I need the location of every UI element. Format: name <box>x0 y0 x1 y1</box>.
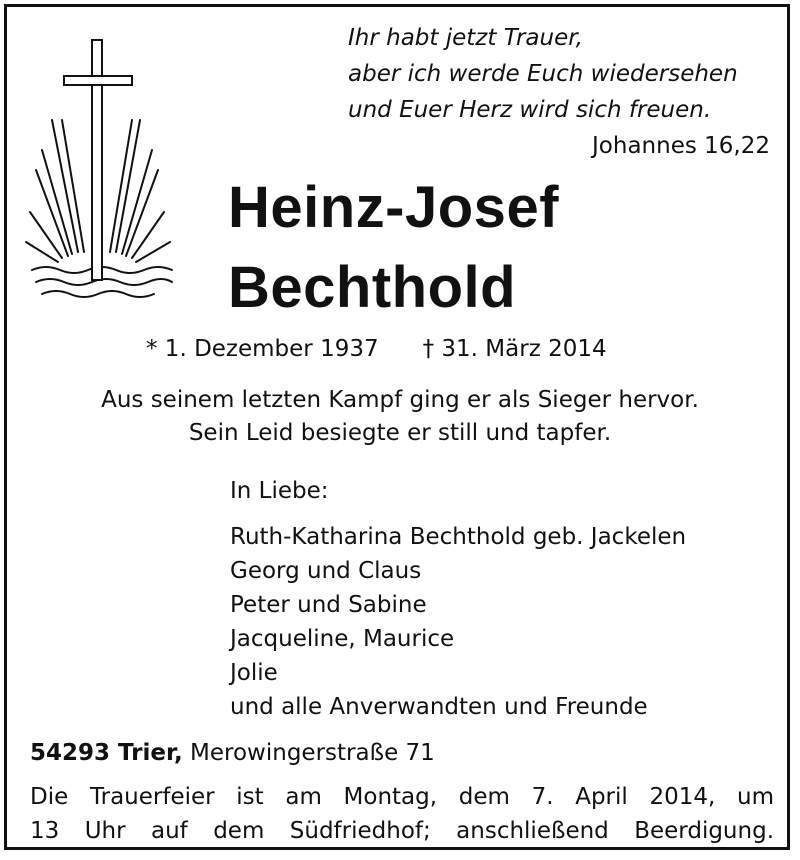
birth-date: * 1. Dezember 1937 <box>146 336 379 362</box>
deceased-name <box>228 168 559 328</box>
life-dates <box>146 332 607 366</box>
family-member: und alle Anverwandten und Freunde <box>230 694 648 720</box>
motto-line: Aus seinem letzten Kampf ging er als Sieger hervor. <box>101 387 699 413</box>
last-name: Bechthold <box>228 255 517 320</box>
quote-reference: Johannes 16,22 <box>592 133 770 159</box>
quote-line: Ihr habt jetzt Trauer, <box>348 25 583 51</box>
funeral-info-line: 13 Uhr auf dem Südfriedhof; anschließend Beerdigung. <box>30 818 774 844</box>
family-member: Jacqueline, Maurice <box>230 626 455 652</box>
address-city: 54293 Trier, <box>30 740 183 766</box>
funeral-info <box>30 780 774 848</box>
memorial-motto <box>0 384 800 450</box>
bible-quote <box>300 20 770 164</box>
family-list <box>230 474 686 724</box>
address-street: Merowingerstraße 71 <box>190 740 435 766</box>
funeral-info-line: Die Trauerfeier ist am Montag, dem 7. April 2014, um <box>30 784 774 810</box>
first-name: Heinz-Josef <box>228 175 560 240</box>
family-member: Ruth-Katharina Bechthold geb. Jackelen <box>230 524 687 550</box>
family-member: Peter und Sabine <box>230 592 427 618</box>
family-intro: In Liebe: <box>230 478 329 504</box>
death-date: † 31. März 2014 <box>422 336 607 362</box>
family-address <box>30 736 435 770</box>
motto-line: Sein Leid besiegte er still und tapfer. <box>188 420 612 446</box>
family-member: Jolie <box>230 660 278 686</box>
quote-line: aber ich werde Euch wiedersehen <box>348 61 738 87</box>
quote-line: und Euer Herz wird sich freuen. <box>348 97 712 123</box>
cross-with-rays-icon <box>22 20 192 320</box>
family-member: Georg und Claus <box>230 558 422 584</box>
